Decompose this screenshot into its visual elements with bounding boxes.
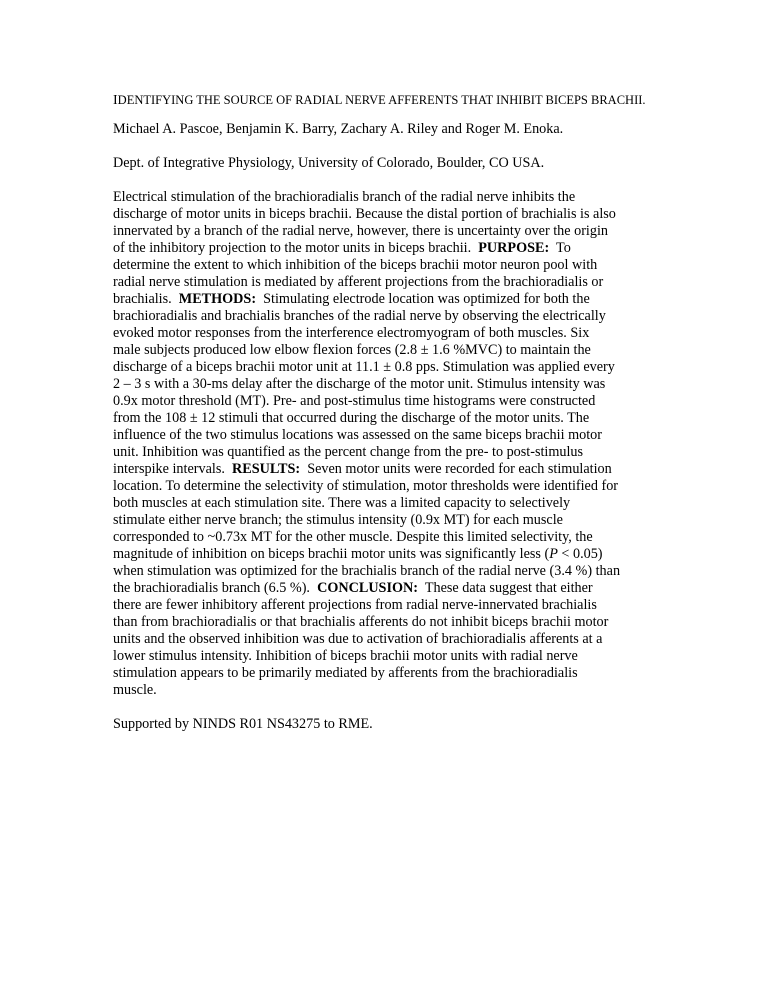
abstract-line: determine the extent to which inhibition of the biceps brachii motor neuron pool with [113, 257, 598, 273]
abstract-line: units and the observed inhibition was due to activation of brachioradialis afferents at a [113, 631, 603, 647]
abstract-line: evoked motor responses from the interference electromyogram of both muscles. Six [113, 325, 590, 341]
results-label: RESULTS: [232, 461, 301, 477]
title-rest: DENTIFYING THE SOURCE OF RADIAL NERVE AFFERENTS THAT INHIBIT BICEPS BRACHII. [117, 93, 646, 107]
abstract-line: innervated by a branch of the radial nerve, however, there is uncertainty over the origin [113, 223, 609, 239]
abstract-line: 2 – 3 s with a 30-ms delay after the discharge of the motor unit. Stimulus intensity was [113, 376, 606, 392]
purpose-label: PURPOSE: [478, 240, 550, 256]
abstract-line: there are fewer inhibitory afferent projections from radial nerve-innervated brachialis [113, 597, 597, 613]
abstract-line [113, 291, 673, 308]
abstract-text: To [549, 240, 571, 256]
abstract-line: than from brachioradialis or that brachialis afferents do not inhibit biceps brachii motor [113, 614, 609, 630]
paper-title [113, 92, 673, 109]
affiliation: Dept. of Integrative Physiology, University of Colorado, Boulder, CO USA. [113, 155, 545, 171]
abstract-text: These data suggest that either [417, 580, 593, 596]
abstract-text: of the inhibitory projection to the motor units in biceps brachii. [113, 240, 479, 256]
abstract-line: radial nerve stimulation is mediated by afferent projections from the brachioradialis or [113, 274, 604, 290]
abstract-line: discharge of motor units in biceps brachii. Because the distal portion of brachialis is also [113, 206, 616, 222]
funding-statement: Supported by NINDS R01 NS43275 to RME. [113, 716, 373, 732]
abstract-line: brachioradialis and brachialis branches of the radial nerve by observing the electrically [113, 308, 606, 324]
abstract-line: location. To determine the selectivity of stimulation, motor thresholds were identified for [113, 478, 619, 494]
conclusion-label: CONCLUSION: [317, 580, 418, 596]
methods-label: METHODS: [178, 291, 257, 307]
abstract-line: both muscles at each stimulation site. There was a limited capacity to selectively [113, 495, 571, 511]
abstract-line: when stimulation was optimized for the brachialis branch of the radial nerve (3.4 %) than [113, 563, 621, 579]
abstract-line: influence of the two stimulus locations was assessed on the same biceps brachii motor [113, 427, 602, 443]
abstract-line: 0.9x motor threshold (MT). Pre- and post-stimulus time histograms were constructed [113, 393, 596, 409]
abstract-body [113, 189, 673, 699]
title-initial: I [113, 93, 118, 108]
abstract-line [113, 580, 673, 597]
abstract-text: Stimulating electrode location was optimized for both the [256, 291, 590, 307]
abstract-line: from the 108 ± 12 stimuli that occurred during the discharge of the motor units. The [113, 410, 590, 426]
abstract-line: corresponded to ~0.73x MT for the other muscle. Despite this limited selectivity, the [113, 529, 593, 545]
abstract-line: stimulate either nerve branch; the stimulus intensity (0.9x MT) for each muscle [113, 512, 563, 528]
abstract-line [113, 546, 673, 563]
abstract-line: discharge of a biceps brachii motor unit at 11.1 ± 0.8 pps. Stimulation was applied every [113, 359, 615, 375]
document-page [113, 92, 673, 733]
abstract-text: < 0.05) [557, 546, 603, 562]
abstract-text: interspike intervals. [113, 461, 232, 477]
p-value-symbol: P [549, 546, 558, 562]
abstract-line: Electrical stimulation of the brachioradialis branch of the radial nerve inhibits the [113, 189, 576, 205]
abstract-line: lower stimulus intensity. Inhibition of biceps brachii motor units with radial nerve [113, 648, 578, 664]
abstract-line: unit. Inhibition was quantified as the percent change from the pre- to post-stimulus [113, 444, 584, 460]
abstract-text: magnitude of inhibition on biceps brachii motor units was significantly less ( [113, 546, 550, 562]
abstract-line: male subjects produced low elbow flexion forces (2.8 ± 1.6 %MVC) to maintain the [113, 342, 591, 358]
abstract-text: Seven motor units were recorded for each stimulation [300, 461, 612, 477]
abstract-line: stimulation appears to be primarily mediated by afferents from the brachioradialis [113, 665, 578, 681]
abstract-line [113, 461, 673, 478]
abstract-text: brachialis. [113, 291, 179, 307]
abstract-text: the brachioradialis branch (6.5 %). [113, 580, 318, 596]
abstract-line [113, 240, 673, 257]
abstract-line: muscle. [113, 682, 157, 698]
author-list: Michael A. Pascoe, Benjamin K. Barry, Zachary A. Riley and Roger M. Enoka. [113, 121, 564, 137]
